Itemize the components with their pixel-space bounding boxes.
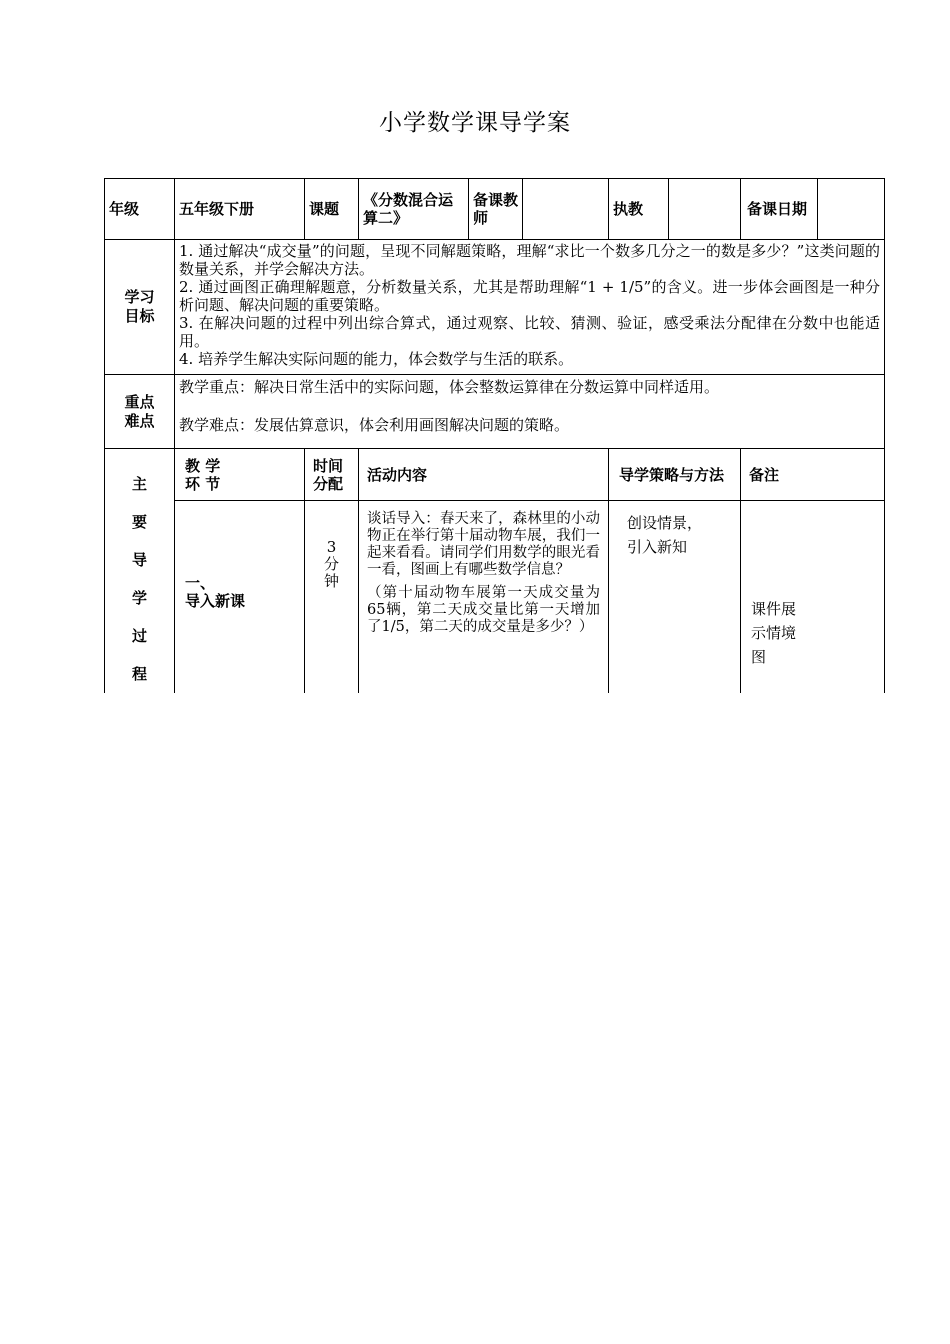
objectives-label: 学习目标	[105, 240, 175, 375]
side-char: 要	[131, 513, 147, 531]
lesson-plan-table	[104, 178, 885, 693]
col-time-header: 时间 分配	[305, 449, 359, 501]
activity-paragraph: 谈话导入：春天来了，森林里的小动物正在举行第十届动物车展，我们一起来看看。请同学们用数学的眼光看一看，图画上有哪些数学信息？	[367, 511, 600, 579]
date-value	[818, 179, 885, 239]
side-char: 学	[131, 589, 147, 607]
date-label: 备课日期	[741, 179, 818, 239]
objective-item: 1. 通过解决“成交量”的问题，呈现不同解题策略，理解“求比一个数多几分之一的数是多少？”这类问题的数量关系，并学会解决方法。	[179, 242, 880, 278]
objective-item: 4. 培养学生解决实际问题的能力，体会数学与生活的联系。	[179, 350, 574, 368]
activity-paragraph: （第十届动物车展第一天成交量为65辆，第二天成交量比第一天增加了1/5，第二天的成交量是多少？）	[367, 585, 600, 636]
stage-cell: 一、 导入新课	[175, 501, 305, 693]
side-char: 过	[131, 627, 147, 645]
side-char: 程	[131, 665, 147, 683]
method-cell: 创设情景， 引入新知	[609, 501, 741, 693]
instructor-value	[669, 179, 741, 240]
instructor-label: 执教	[609, 179, 669, 240]
teacher-value	[523, 179, 609, 240]
col-stage-header: 教 学 环 节	[175, 449, 305, 501]
grade-label: 年级	[105, 179, 175, 240]
grade-value: 五年级下册	[175, 179, 305, 240]
objective-item: 3. 在解决问题的过程中列出综合算式，通过观察、比较、猜测、验证，感受乘法分配律在分数中也能适用。	[179, 314, 880, 350]
teacher-label: 备课教师	[469, 179, 523, 240]
side-char: 导	[131, 551, 147, 569]
process-row	[105, 501, 885, 693]
col-activity-header: 活动内容	[359, 449, 609, 501]
activity-cell	[359, 501, 609, 693]
topic-label: 课题	[305, 179, 359, 240]
process-header-row	[105, 449, 885, 501]
teaching-focus: 教学重点：解决日常生活中的实际问题，体会整数运算律在分数运算中同样适用。	[179, 378, 720, 396]
topic-value: 《分数混合运算二》	[359, 179, 469, 240]
objectives-content	[175, 240, 885, 375]
key-points-label: 重点难点	[105, 375, 175, 449]
document-title: 小学数学课导学案	[379, 110, 571, 136]
col-method-header: 导学策略与方法	[609, 449, 741, 501]
col-note-header: 备注	[741, 449, 885, 501]
process-side-label	[105, 449, 175, 694]
key-points-row	[105, 375, 885, 449]
objective-item: 2. 通过画图正确理解题意，分析数量关系，尤其是帮助理解“1 + 1/5”的含义。进一步体会画图是一种分析问题、解决问题的重要策略。	[179, 278, 880, 314]
teaching-difficulty: 教学难点：发展估算意识，体会利用画图解决问题的策略。	[179, 416, 570, 434]
side-char: 主	[131, 475, 147, 493]
time-cell: 3 分 钟	[305, 501, 359, 693]
header-row	[105, 179, 885, 240]
objectives-row	[105, 240, 885, 375]
key-points-content	[175, 375, 885, 449]
note-cell: 课件展 示情境 图	[741, 501, 885, 693]
